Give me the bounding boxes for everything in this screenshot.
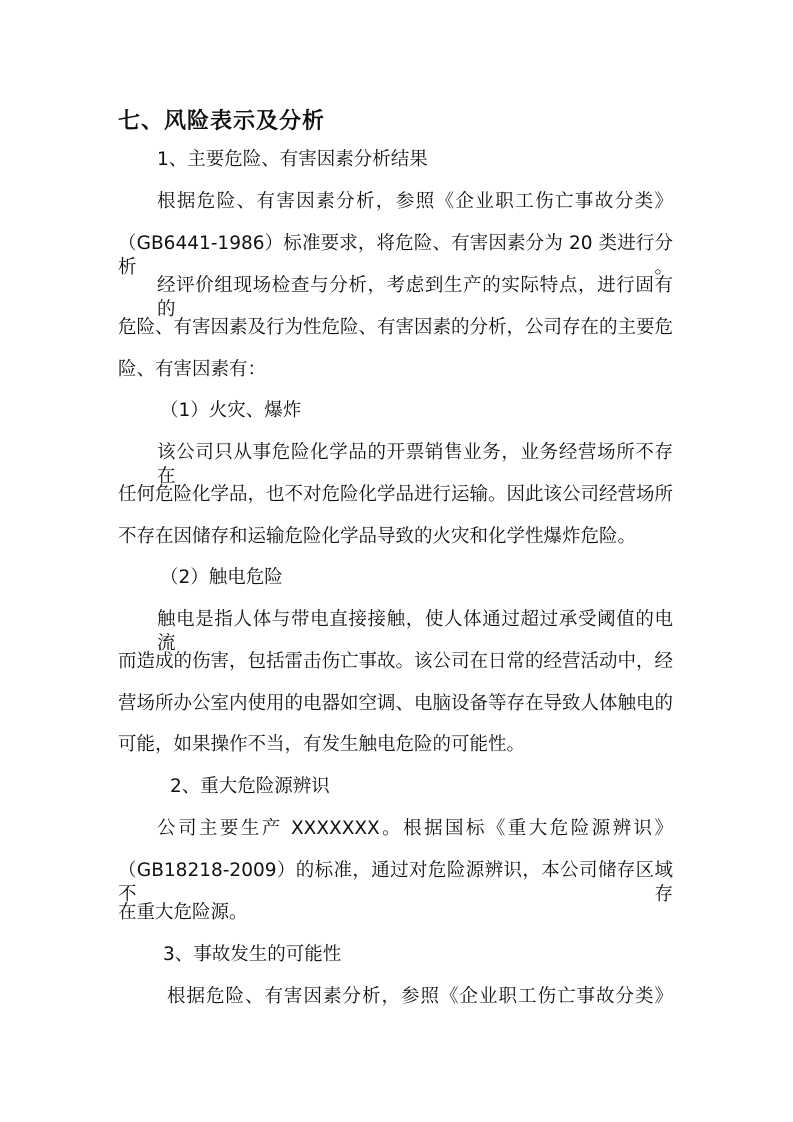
paragraph-line: 经评价组现场检查与分析，考虑到生产的实际特点，进行固有的 xyxy=(157,275,673,320)
paragraph-line: 可能，如果操作不当，有发生触电危险的可能性。 xyxy=(118,734,526,755)
paragraph-line: 不存在因储存和运输危险化学品导致的火灾和化学性爆炸危险。 xyxy=(118,526,637,547)
subsection-heading: 1、主要危险、有害因素分析结果 xyxy=(157,149,428,170)
paragraph-line: 而造成的伤害，包括雷击伤亡事故。该公司在日常的经营活动中，经 xyxy=(118,651,674,672)
paragraph-line: （GB18218-2009）的标准，通过对危险源辨识，本公司储存区域不存 xyxy=(118,860,673,905)
paragraph-line: 根据危险、有害因素分析，参照《企业职工伤亡事故分类》 xyxy=(157,191,673,212)
sub-heading: （2）触电危险 xyxy=(160,567,283,588)
subsection-heading: 2、重大危险源辨识 xyxy=(170,776,330,797)
paragraph-line: 该公司只从事危险化学品的开票销售业务，业务经营场所不存在 xyxy=(157,442,673,487)
paragraph-line: 在重大危险源。 xyxy=(118,902,248,923)
paragraph-line: 任何危险化学品，也不对危险化学品进行运输。因此该公司经营场所 xyxy=(118,484,674,505)
paragraph-line: 险、有害因素有： xyxy=(118,359,267,380)
paragraph-line: 触电是指人体与带电直接接触，使人体通过超过承受阈值的电流 xyxy=(157,609,673,654)
subsection-heading: 3、事故发生的可能性 xyxy=(163,944,342,965)
paragraph-line: 根据危险、有害因素分析，参照《企业职工伤亡事故分类》 xyxy=(167,986,673,1007)
paragraph-line: （GB6441-1986）标准要求，将危险、有害因素分为 20 类进行分析。 xyxy=(118,233,673,278)
paragraph-line: 营场所办公室内使用的电器如空调、电脑设备等存在导致人体触电的 xyxy=(118,693,674,714)
paragraph-line: 公司主要生产 XXXXXXX。根据国标《重大危险源辨识》 xyxy=(157,818,673,839)
sub-heading: （1）火灾、爆炸 xyxy=(160,400,302,421)
paragraph-line: 危险、有害因素及行为性危险、有害因素的分析，公司存在的主要危 xyxy=(118,317,674,338)
section-title: 七、风险表示及分析 xyxy=(118,109,326,134)
